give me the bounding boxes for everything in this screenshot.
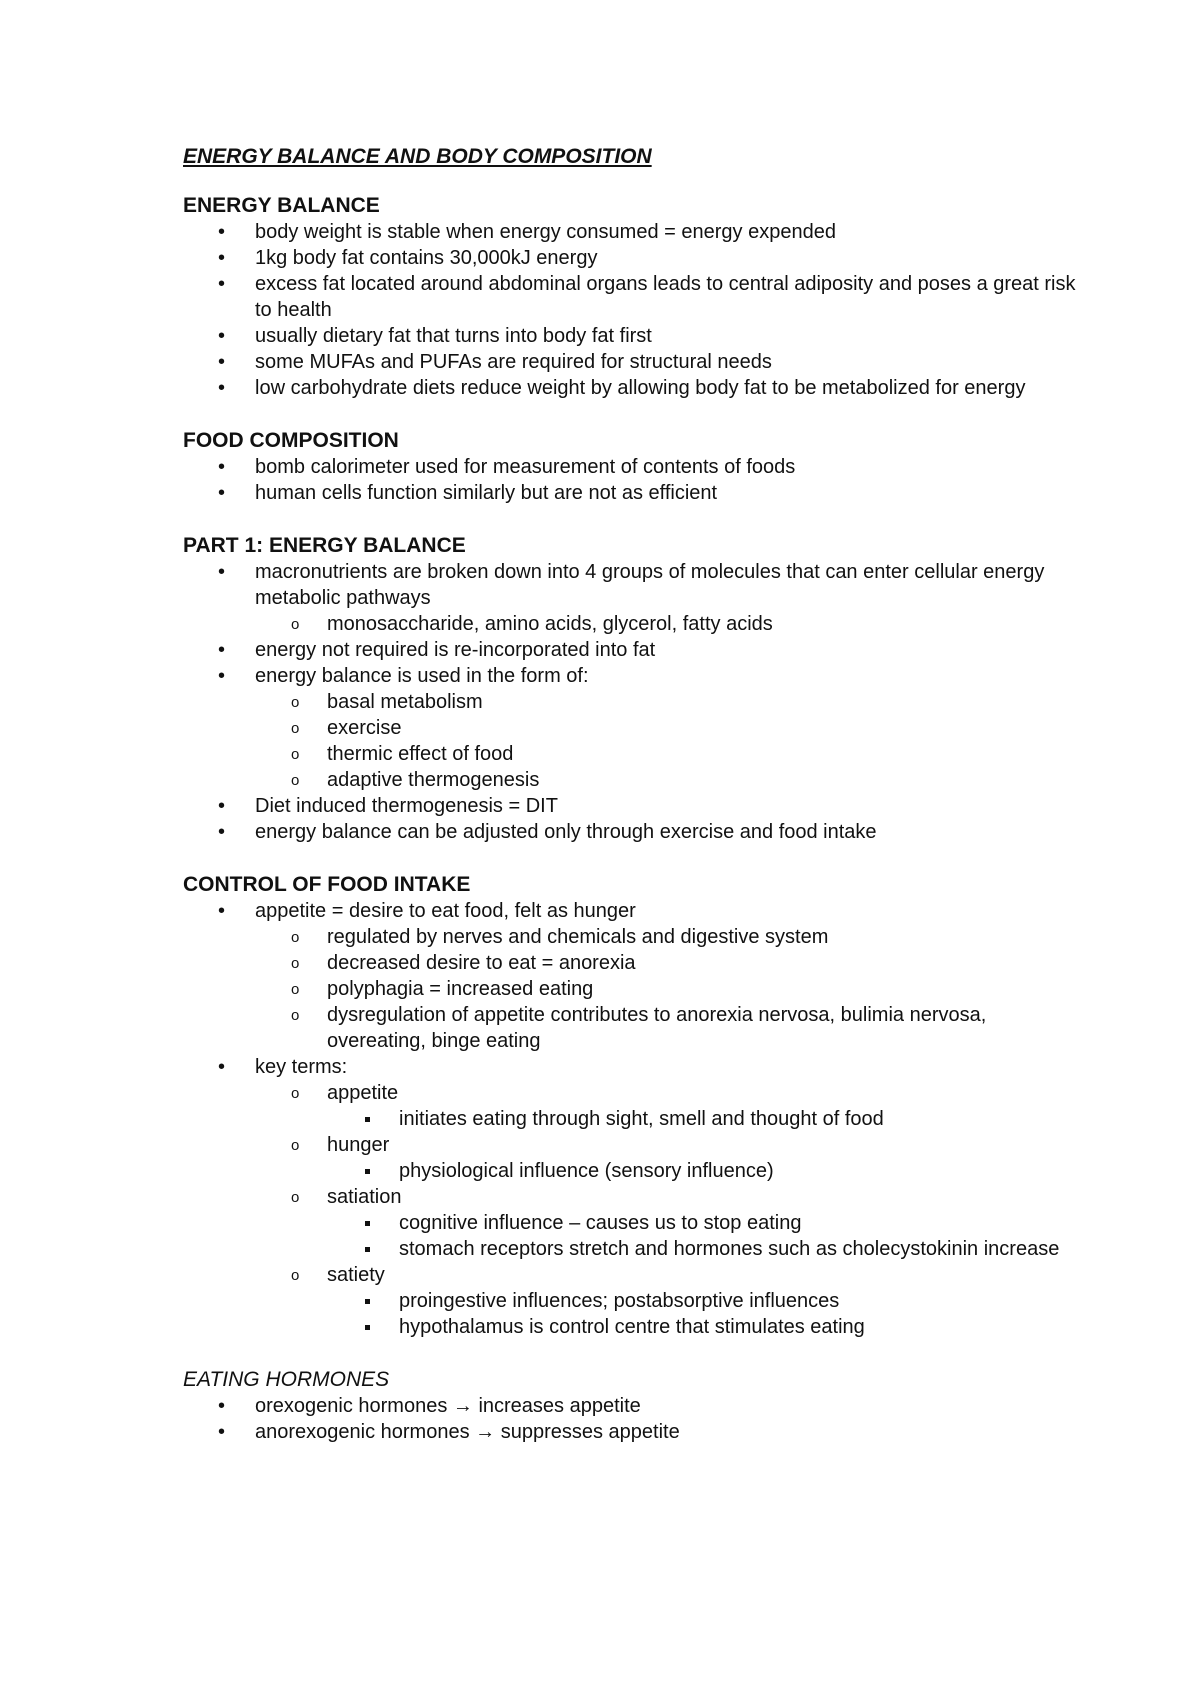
sub-list-item — [255, 611, 1083, 637]
list-item-text: • energy not required is re-incorporated into fat — [255, 639, 656, 661]
sub-sub-list-item — [327, 1210, 1083, 1236]
list-item — [183, 219, 1083, 245]
list-item — [183, 480, 1083, 506]
list-item-text: initiates eating through sight, smell and thought of food — [399, 1108, 884, 1130]
bullet-list — [183, 454, 1083, 506]
list-item-text: proingestive influences; postabsorptive influences — [399, 1290, 840, 1312]
list-item-text: • human cells function similarly but are not as efficient — [255, 482, 718, 504]
list-item-text: o satiation — [327, 1186, 402, 1208]
list-item-text: • bomb calorimeter used for measurement of contents of foods — [255, 456, 796, 478]
sub-list-item — [255, 950, 1083, 976]
section-heading: FOOD COMPOSITION — [183, 429, 399, 452]
list-item-text: o regulated by nerves and chemicals and digestive system — [327, 926, 829, 948]
list-item — [183, 793, 1083, 819]
document-title: ENERGY BALANCE AND BODY COMPOSITION — [183, 145, 652, 168]
list-item-text: o appetite — [327, 1082, 399, 1104]
list-item-text: o monosaccharide, amino acids, glycerol, fatty acids — [327, 613, 773, 635]
list-item — [183, 245, 1083, 271]
list-item-text: physiological influence (sensory influence) — [399, 1160, 774, 1182]
list-item — [183, 1054, 1083, 1340]
sub-bullet-list — [255, 1080, 1083, 1340]
list-item — [183, 323, 1083, 349]
section — [183, 532, 1083, 845]
sub-sub-list-item — [327, 1106, 1083, 1132]
list-item — [183, 1393, 1083, 1419]
sub-bullet-list — [255, 611, 1083, 637]
sub-sub-bullet-list — [327, 1288, 1083, 1340]
sub-list-item — [255, 689, 1083, 715]
list-item — [183, 454, 1083, 480]
sub-bullet-list — [255, 924, 1083, 1054]
sub-list-item — [255, 1002, 1083, 1054]
sub-sub-bullet-list — [327, 1158, 1083, 1184]
bullet-list — [183, 898, 1083, 1340]
list-item-text: • energy balance is used in the form of: — [255, 665, 589, 687]
sub-list-item — [255, 1080, 1083, 1132]
list-item-text: o dysregulation of appetite contributes to anorexia nervosa, bulimia nervosa, overeating, binge eating — [327, 1004, 987, 1052]
sub-list-item — [255, 924, 1083, 950]
sub-list-item — [255, 715, 1083, 741]
section — [183, 1366, 1083, 1445]
sub-bullet-list — [255, 689, 1083, 793]
bullet-list — [183, 559, 1083, 845]
list-item-text: • Diet induced thermogenesis = DIT — [255, 795, 558, 817]
list-item-text: • usually dietary fat that turns into body fat first — [255, 325, 652, 347]
list-item-text: • orexogenic hormones → increases appetite — [255, 1395, 641, 1417]
document-page — [183, 143, 1083, 1471]
list-item-text: • low carbohydrate diets reduce weight by allowing body fat to be metabolized for energy — [255, 377, 1026, 399]
list-item-text: • energy balance can be adjusted only through exercise and food intake — [255, 821, 877, 843]
list-item-text: stomach receptors stretch and hormones such as cholecystokinin increase — [399, 1238, 1060, 1260]
sub-list-item — [255, 1184, 1083, 1262]
list-item-text: • some MUFAs and PUFAs are required for structural needs — [255, 351, 772, 373]
list-item-text: o satiety — [327, 1264, 385, 1286]
list-item-text: o hunger — [327, 1134, 390, 1156]
sub-sub-bullet-list — [327, 1210, 1083, 1262]
document-body — [183, 192, 1083, 1445]
list-item-text: cognitive influence – causes us to stop eating — [399, 1212, 802, 1234]
list-item — [183, 1419, 1083, 1445]
list-item-text: • body weight is stable when energy consumed = energy expended — [255, 221, 836, 243]
section-heading: PART 1: ENERGY BALANCE — [183, 534, 466, 557]
list-item-text: hypothalamus is control centre that stimulates eating — [399, 1316, 865, 1338]
list-item-text: • appetite = desire to eat food, felt as hunger — [255, 900, 636, 922]
list-item-text: o basal metabolism — [327, 691, 483, 713]
sub-list-item — [255, 741, 1083, 767]
section-heading: ENERGY BALANCE — [183, 194, 380, 217]
section — [183, 871, 1083, 1340]
list-item — [183, 663, 1083, 793]
list-item — [183, 271, 1083, 323]
list-item-text: o decreased desire to eat = anorexia — [327, 952, 636, 974]
sub-list-item — [255, 1132, 1083, 1184]
list-item-text: o polyphagia = increased eating — [327, 978, 594, 1000]
list-item — [183, 819, 1083, 845]
sub-list-item — [255, 976, 1083, 1002]
sub-sub-list-item — [327, 1158, 1083, 1184]
section-heading: EATING HORMONES — [183, 1368, 390, 1391]
list-item-text: • anorexogenic hormones → suppresses appetite — [255, 1421, 680, 1443]
sub-sub-list-item — [327, 1236, 1083, 1262]
list-item-text: o adaptive thermogenesis — [327, 769, 540, 791]
sub-sub-bullet-list — [327, 1106, 1083, 1132]
list-item-text: • key terms: — [255, 1056, 348, 1078]
list-item — [183, 375, 1083, 401]
list-item-text: • 1kg body fat contains 30,000kJ energy — [255, 247, 598, 269]
sub-list-item — [255, 1262, 1083, 1340]
list-item — [183, 898, 1083, 1054]
list-item-text: • excess fat located around abdominal organs leads to central adiposity and poses a great risk to health — [255, 273, 1076, 321]
sub-sub-list-item — [327, 1288, 1083, 1314]
list-item — [183, 637, 1083, 663]
list-item-text: o exercise — [327, 717, 402, 739]
bullet-list — [183, 219, 1083, 401]
bullet-list — [183, 1393, 1083, 1445]
section — [183, 192, 1083, 401]
list-item — [183, 349, 1083, 375]
section-heading: CONTROL OF FOOD INTAKE — [183, 873, 471, 896]
sub-sub-list-item — [327, 1314, 1083, 1340]
sub-list-item — [255, 767, 1083, 793]
list-item-text: • macronutrients are broken down into 4 groups of molecules that can enter cellular energy metabolic pathways — [255, 561, 1045, 609]
list-item-text: o thermic effect of food — [327, 743, 514, 765]
list-item — [183, 559, 1083, 637]
section — [183, 427, 1083, 506]
